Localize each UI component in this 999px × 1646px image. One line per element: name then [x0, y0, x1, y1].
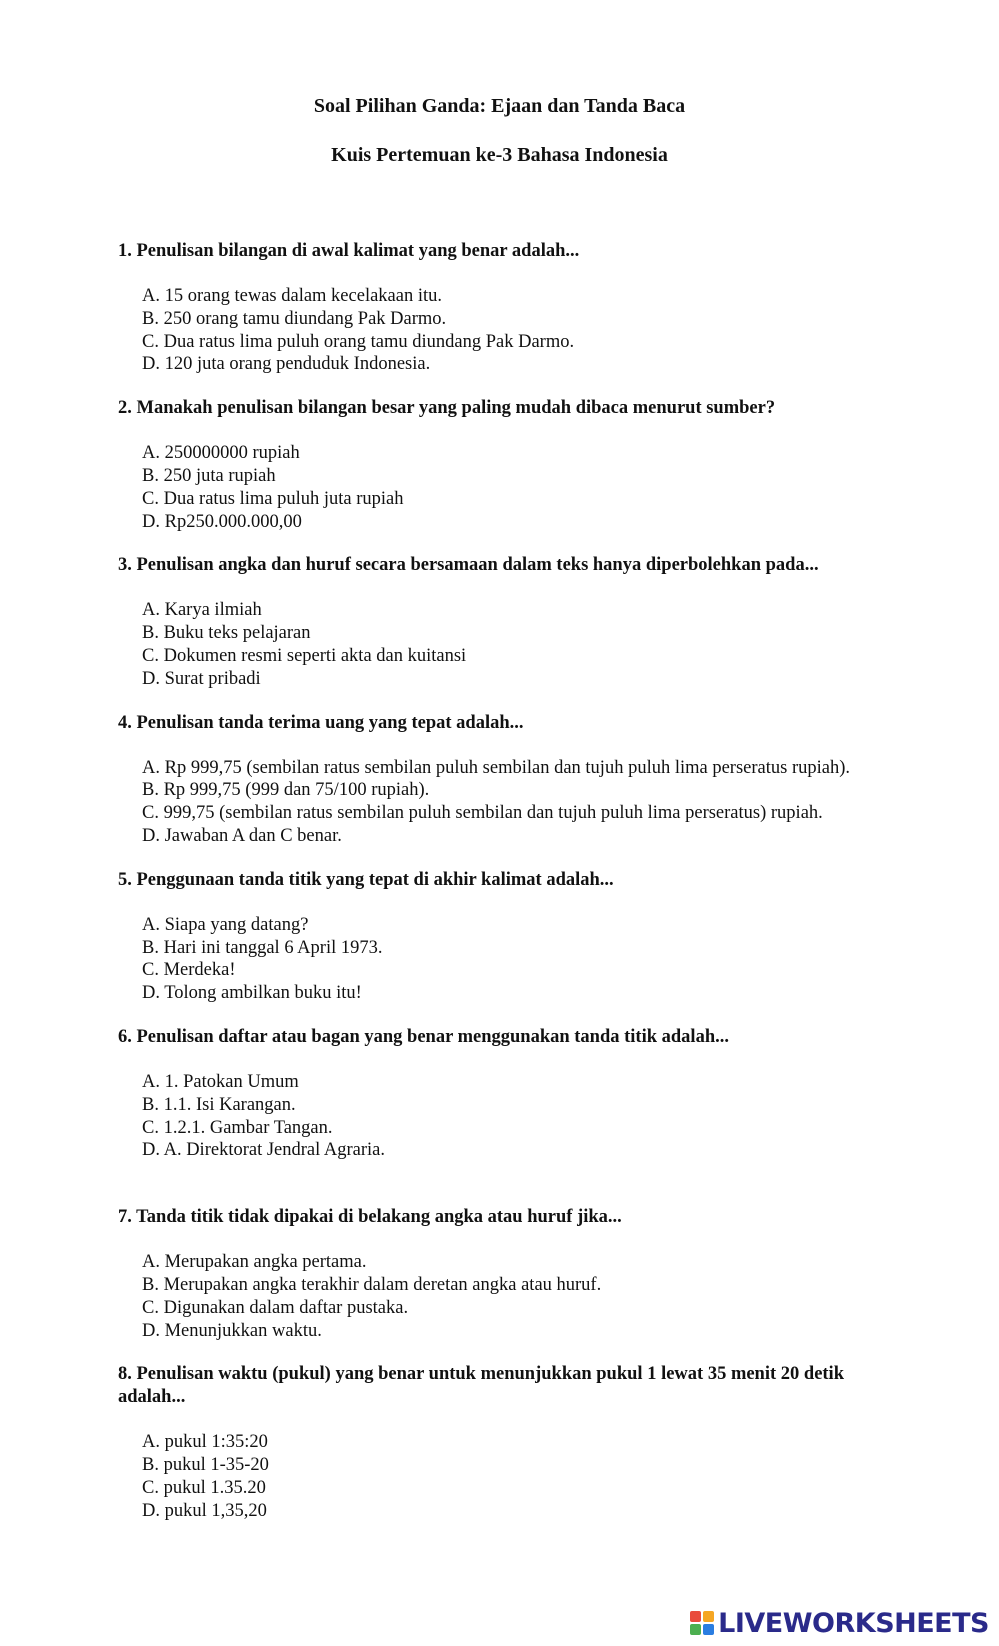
option-a[interactable]: A. 250000000 rupiah — [142, 443, 300, 464]
option-c[interactable]: C. Dua ratus lima puluh juta rupiah — [142, 488, 404, 509]
question-text: 4. Penulisan tanda terima uang yang tepat adalah... — [118, 712, 524, 733]
question-text: 5. Penggunaan tanda titik yang tepat di akhir kalimat adalah... — [118, 869, 614, 890]
option-d[interactable]: D. 120 juta orang penduduk Indonesia. — [142, 354, 431, 375]
option-b[interactable]: B. 1.1. Isi Karangan. — [142, 1094, 296, 1115]
question-text: 8. Penulisan waktu (pukul) yang benar untuk menunjukkan pukul 1 lewat 35 menit 20 detik adalah... — [118, 1364, 844, 1408]
option-a[interactable]: A. Karya ilmiah — [142, 600, 262, 621]
option-b[interactable]: B. 250 juta rupiah — [142, 465, 276, 486]
question-8 — [118, 1363, 878, 1522]
question-4 — [118, 712, 878, 848]
option-c[interactable]: C. 999,75 (sembilan ratus sembilan puluh sembilan dan tujuh puluh lima perseratus) rupiah. — [142, 803, 823, 824]
option-d[interactable]: D. pukul 1,35,20 — [142, 1500, 267, 1521]
logo-square-4 — [703, 1624, 714, 1635]
option-d[interactable]: D. Tolong ambilkan buku itu! — [142, 983, 362, 1004]
question-6 — [118, 1026, 878, 1162]
question-5 — [118, 869, 878, 1005]
option-c[interactable]: C. Merdeka! — [142, 960, 236, 981]
option-b[interactable]: B. Buku teks pelajaran — [142, 623, 311, 644]
option-c[interactable]: C. Digunakan dalam daftar pustaka. — [142, 1297, 409, 1318]
question-text: 7. Tanda titik tidak dipakai di belakang angka atau huruf jika... — [118, 1207, 622, 1228]
liveworksheets-logo — [690, 1606, 989, 1640]
question-list — [118, 240, 878, 1523]
option-b[interactable]: B. Hari ini tanggal 6 April 1973. — [142, 937, 383, 958]
liveworksheets-logo-icon — [690, 1611, 714, 1635]
question-7 — [118, 1206, 878, 1342]
option-list — [142, 757, 878, 848]
option-list — [142, 1431, 878, 1522]
page-subtitle: Kuis Pertemuan ke-3 Bahasa Indonesia — [331, 144, 668, 166]
option-list — [142, 1071, 878, 1162]
question-text: 2. Manakah penulisan bilangan besar yang paling mudah dibaca menurut sumber? — [118, 398, 776, 419]
question-1 — [118, 240, 878, 376]
question-text: 3. Penulisan angka dan huruf secara bersamaan dalam teks hanya diperbolehkan pada... — [118, 555, 819, 576]
logo-square-1 — [690, 1611, 701, 1622]
option-a[interactable]: A. 15 orang tewas dalam kecelakaan itu. — [142, 286, 442, 306]
option-list — [142, 442, 878, 533]
option-a[interactable]: A. Rp 999,75 (sembilan ratus sembilan puluh sembilan dan tujuh puluh lima perseratus rupiah). — [142, 757, 851, 778]
option-list — [142, 1251, 878, 1342]
option-b[interactable]: B. pukul 1-35-20 — [142, 1455, 269, 1476]
option-a[interactable]: A. Siapa yang datang? — [142, 914, 309, 935]
option-c[interactable]: C. Dokumen resmi seperti akta dan kuitansi — [142, 645, 467, 666]
option-b[interactable]: B. Merupakan angka terakhir dalam deretan angka atau huruf. — [142, 1274, 602, 1295]
option-d[interactable]: D. Jawaban A dan C benar. — [142, 825, 342, 846]
option-a[interactable]: A. Merupakan angka pertama. — [142, 1252, 367, 1273]
option-d[interactable]: D. Surat pribadi — [142, 668, 261, 689]
logo-square-2 — [703, 1611, 714, 1622]
option-b[interactable]: B. 250 orang tamu diundang Pak Darmo. — [142, 308, 447, 329]
option-d[interactable]: D. A. Direktorat Jendral Agraria. — [142, 1140, 385, 1161]
question-3 — [118, 554, 878, 690]
option-list — [142, 914, 878, 1005]
page-title: Soal Pilihan Ganda: Ejaan dan Tanda Baca — [313, 95, 686, 117]
question-2 — [118, 397, 878, 533]
question-text: 6. Penulisan daftar atau bagan yang benar menggunakan tanda titik adalah... — [118, 1026, 729, 1047]
option-b[interactable]: B. Rp 999,75 (999 dan 75/100 rupiah). — [142, 780, 430, 801]
option-list — [142, 285, 878, 376]
option-d[interactable]: D. Rp250.000.000,00 — [142, 511, 302, 532]
option-c[interactable]: C. 1.2.1. Gambar Tangan. — [142, 1117, 333, 1138]
logo-square-3 — [690, 1624, 701, 1635]
option-a[interactable]: A. 1. Patokan Umum — [142, 1071, 299, 1092]
option-d[interactable]: D. Menunjukkan waktu. — [142, 1320, 322, 1341]
option-c[interactable]: C. Dua ratus lima puluh orang tamu diundang Pak Darmo. — [142, 331, 575, 352]
option-a[interactable]: A. pukul 1:35:20 — [142, 1432, 268, 1453]
option-list — [142, 599, 878, 690]
option-c[interactable]: C. pukul 1.35.20 — [142, 1477, 266, 1498]
question-text: 1. Penulisan bilangan di awal kalimat yang benar adalah... — [118, 241, 580, 261]
logo-text: LIVEWORKSHEETS — [718, 1607, 989, 1639]
